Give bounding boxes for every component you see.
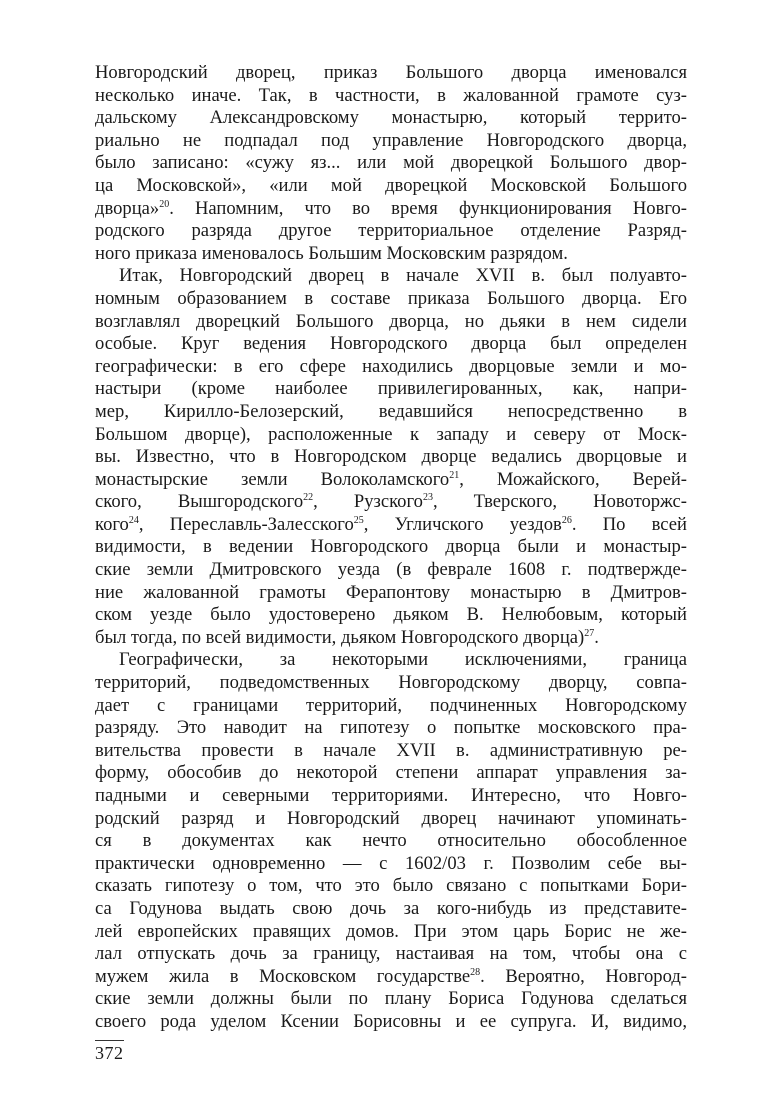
text-run: номным образованием в составе приказа Большого дворца. Его <box>95 287 687 309</box>
text-line <box>95 356 687 379</box>
text-run: вительства провести в начале XVII в. административную ре- <box>95 739 687 761</box>
text-run: форму, обособив до некоторой степени аппарат управления за- <box>95 762 687 784</box>
text-line <box>95 333 687 356</box>
paragraph <box>95 62 687 265</box>
text-line <box>95 378 687 401</box>
text-run: ся в документах как нечто относительно обособленное <box>95 830 687 852</box>
text-run: практически одновременно — с 1602/03 г. Позволим себе вы- <box>95 852 687 874</box>
text-run: мужем жила в Московском государстве <box>95 965 471 987</box>
footnote-ref[interactable]: 20 <box>159 198 170 210</box>
text-run: . <box>594 626 599 648</box>
text-line <box>95 559 687 582</box>
text-run: видимости, в ведении Новгородского дворца были и монастыр- <box>95 536 687 558</box>
text-line <box>95 853 687 876</box>
text-line <box>95 446 687 469</box>
text-run: разряду. Это наводит на гипотезу о попытке московского пра- <box>95 717 687 739</box>
text-line <box>95 311 687 334</box>
text-line <box>95 830 687 853</box>
text-run: ца Московской», «или мой дворецкой Московской Большого <box>95 174 687 196</box>
text-line <box>95 808 687 831</box>
text-line <box>95 107 687 130</box>
text-run: Большом дворце), расположенные к западу и северу от Моск- <box>95 423 687 445</box>
footnote-ref[interactable]: 21 <box>449 469 460 481</box>
text-line <box>95 62 687 85</box>
text-line <box>95 469 687 492</box>
text-line <box>95 582 687 605</box>
text-line <box>95 649 687 672</box>
text-run: возглавлял дворецкий Большого дворца, но дьяки в нем сидели <box>95 310 687 332</box>
footnote-ref[interactable]: 22 <box>303 492 314 504</box>
text-run: , Тверского, Новоторжс- <box>432 491 687 513</box>
text-run: своего рода уделом Ксении Борисовны и ее супруга. И, видимо, <box>95 1010 687 1032</box>
text-line <box>95 175 687 198</box>
text-run: лал отпускать дочь за границу, настаивая на том, чтобы она с <box>95 943 687 965</box>
page-number: 372 <box>95 1040 124 1064</box>
text-run: са Годунова выдать свою дочь за кого-нибудь из представите- <box>95 897 687 919</box>
footnote-ref[interactable]: 23 <box>422 492 433 504</box>
text-line <box>95 875 687 898</box>
footnote-ref[interactable]: 25 <box>353 514 364 526</box>
text-line <box>95 85 687 108</box>
text-run: дает с границами территорий, подчиненных Новгородскому <box>95 694 687 716</box>
text-run: родский разряд и Новгородский дворец начинают упоминать- <box>95 807 687 829</box>
text-run: Итак, Новгородский дворец в начале XVII в. был полуавто- <box>119 265 687 287</box>
text-run: несколько иначе. Так, в частности, в жалованной грамоте суз- <box>95 84 687 106</box>
text-run: географически: в его сфере находились дворцовые земли и мо- <box>95 355 687 377</box>
text-line <box>95 243 687 266</box>
footnote-ref[interactable]: 28 <box>470 966 481 978</box>
text-line <box>95 672 687 695</box>
text-run: дальскому Александровскому монастырю, который террито- <box>95 107 687 129</box>
text-run: особые. Круг ведения Новгородского дворца был определен <box>95 333 687 355</box>
footnote-ref[interactable]: 24 <box>128 514 139 526</box>
page-body <box>95 62 687 1034</box>
text-run: падными и северными территориями. Интересно, что Новго- <box>95 785 687 806</box>
text-line <box>95 943 687 966</box>
text-run: настыри (кроме наиболее привилегированных, как, напри- <box>95 378 687 400</box>
text-line <box>95 785 687 808</box>
footnote-ref[interactable]: 26 <box>561 514 572 526</box>
text-run: , Переславль-Залесского <box>138 513 354 535</box>
text-line <box>95 604 687 627</box>
text-run: ского, Вышгородского <box>95 491 304 513</box>
text-line <box>95 536 687 559</box>
text-run: вы. Известно, что в Новгородском дворце ведались дворцовые и <box>95 446 687 468</box>
text-run: территорий, подведомственных Новгородскому дворцу, совпа- <box>95 672 687 694</box>
paragraph <box>95 265 687 649</box>
text-run: ние жалованной грамоты Ферапонтову монастырю в Дмитров- <box>95 581 687 603</box>
text-line <box>95 695 687 718</box>
text-line <box>95 220 687 243</box>
text-line <box>95 740 687 763</box>
text-run: кого <box>95 513 129 535</box>
text-run: Географически, за некоторыми исключениями, граница <box>119 649 687 671</box>
text-run: ские земли Дмитровского уезда (в феврале 1608 г. подтвержде- <box>95 559 687 581</box>
text-run: родского разряда другое территориальное отделение Разряд- <box>95 220 687 242</box>
text-line <box>95 130 687 153</box>
text-line <box>95 152 687 175</box>
footnote-ref[interactable]: 27 <box>584 627 595 639</box>
paragraph <box>95 649 687 1033</box>
text-line <box>95 966 687 989</box>
text-run: . Вероятно, Новгород- <box>480 965 687 987</box>
text-line <box>95 627 687 650</box>
text-run: мер, Кирилло-Белозерский, ведавшийся непосредственно в <box>95 400 687 422</box>
text-run: ного приказа именовалось Большим Московским разрядом. <box>95 242 568 264</box>
text-run: было записано: «сужу яз... или мой дворецкой Большого двор- <box>95 152 687 174</box>
text-run: ские земли должны были по плану Бориса Годунова сделаться <box>95 988 687 1010</box>
text-line <box>95 198 687 221</box>
text-run: монастырские земли Волоколамского <box>95 468 450 490</box>
text-run: ском уезде было удостоверено дьяком В. Нелюбовым, который <box>95 604 687 626</box>
text-run: риально не подпадал под управление Новгородского дворца, <box>95 129 687 151</box>
text-run: . Напомним, что во время функционирования Новго- <box>169 197 687 219</box>
text-run: был тогда, по всей видимости, дьяком Новгородского дворца) <box>95 626 585 648</box>
text-line <box>95 921 687 944</box>
text-line <box>95 265 687 288</box>
text-line <box>95 424 687 447</box>
text-run: дворца» <box>95 197 160 219</box>
text-run: лей европейских правящих домов. При этом царь Борис не же- <box>95 920 687 942</box>
text-line <box>95 717 687 740</box>
text-line <box>95 288 687 311</box>
text-line <box>95 898 687 921</box>
text-line <box>95 988 687 1011</box>
text-line <box>95 1011 687 1034</box>
text-run: . По всей <box>571 513 687 535</box>
text-line <box>95 401 687 424</box>
text-run: , Угличского уездов <box>363 513 562 535</box>
text-run: , Рузского <box>313 491 423 513</box>
text-line <box>95 762 687 785</box>
text-line <box>95 514 687 537</box>
text-run: Новгородский дворец, приказ Большого дворца именовался <box>95 62 687 83</box>
text-run: сказать гипотезу о том, что это было связано с попытками Бори- <box>95 875 687 897</box>
text-line <box>95 491 687 514</box>
text-run: , Можайского, Верей- <box>459 468 687 490</box>
